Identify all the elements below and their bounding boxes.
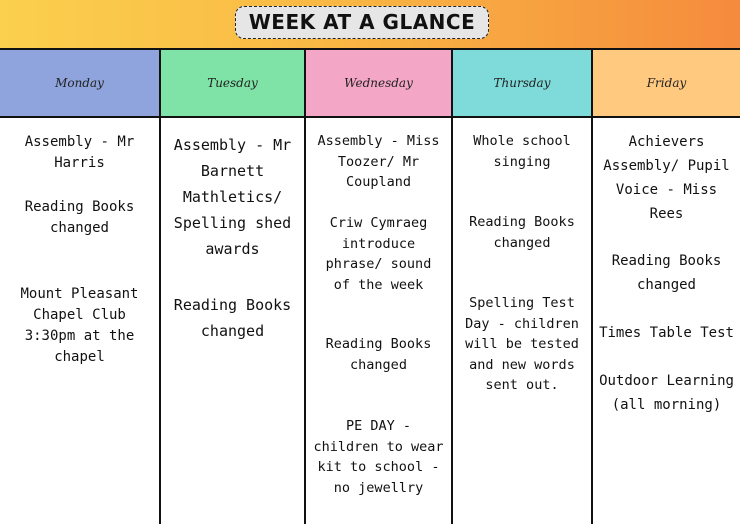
schedule-item: Assembly - Mr Harris bbox=[24, 134, 135, 171]
schedule-item: Reading Books changed bbox=[325, 336, 432, 373]
schedule-item: Mount Pleasant Chapel Club 3:30pm at the chapel bbox=[20, 286, 139, 365]
day-column-tuesday bbox=[159, 48, 304, 524]
day-header-thursday: Thursday bbox=[453, 48, 591, 118]
day-body-friday bbox=[593, 118, 740, 524]
day-header-tuesday: Tuesday bbox=[161, 48, 304, 118]
day-body-wednesday bbox=[306, 118, 451, 524]
day-column-friday bbox=[591, 48, 740, 524]
schedule-item: Times Table Test bbox=[599, 325, 734, 341]
schedule-item: Spelling Test Day - children will be tested and new words sent out. bbox=[465, 295, 579, 393]
schedule-item: PE DAY - children to wear kit to school - no jewellry bbox=[313, 418, 444, 496]
day-body-tuesday bbox=[161, 118, 304, 524]
schedule-item: Criw Cymraeg introduce phrase/ sound of the week bbox=[325, 215, 432, 293]
week-grid bbox=[0, 48, 740, 524]
schedule-item: Reading Books changed bbox=[611, 253, 722, 293]
schedule-item: Reading Books changed bbox=[24, 199, 135, 236]
page-title: WEEK AT A GLANCE bbox=[235, 6, 489, 39]
schedule-item: Reading Books changed bbox=[469, 214, 575, 251]
schedule-item: Reading Books changed bbox=[173, 296, 292, 340]
day-body-monday bbox=[0, 118, 159, 524]
day-header-friday: Friday bbox=[593, 48, 740, 118]
day-column-monday bbox=[0, 48, 159, 524]
day-header-wednesday: Wednesday bbox=[306, 48, 451, 118]
schedule-item: Outdoor Learning (all morning) bbox=[599, 373, 734, 413]
schedule-item: Whole school singing bbox=[473, 133, 571, 170]
schedule-item: Achievers Assembly/ Pupil Voice - Miss Rees bbox=[603, 134, 730, 222]
day-header-monday: Monday bbox=[0, 48, 159, 118]
day-column-wednesday bbox=[304, 48, 451, 524]
schedule-item: Assembly - Mr Barnett Mathletics/ Spelling shed awards bbox=[173, 136, 292, 258]
day-column-thursday bbox=[451, 48, 591, 524]
schedule-item: Assembly - Miss Toozer/ Mr Coupland bbox=[317, 133, 440, 190]
day-body-thursday bbox=[453, 118, 591, 524]
